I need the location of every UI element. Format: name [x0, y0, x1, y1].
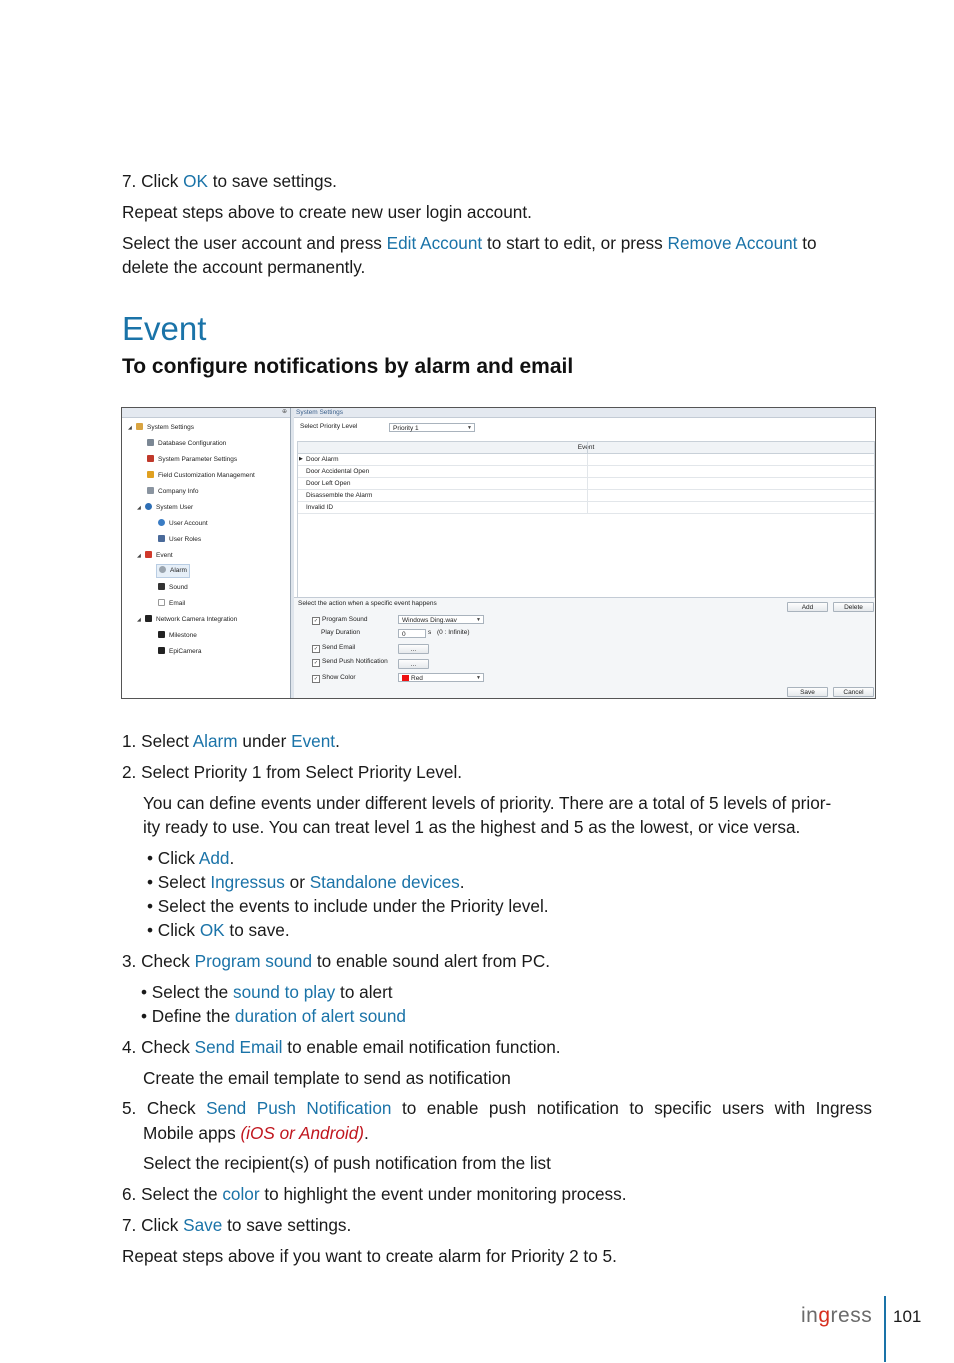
tree-item-alarm: Alarm: [156, 564, 190, 578]
tree-item-user-roles: User Roles: [158, 534, 201, 546]
event-row: Disassemble the Alarm: [298, 490, 874, 502]
intro-step-7: 7. Click OK to save settings.: [122, 171, 337, 191]
alarm-link: Alarm: [192, 731, 238, 751]
platforms-note: (iOS or Android): [240, 1123, 364, 1143]
bullet-select-device: • Select Ingressus or Standalone devices.: [147, 872, 465, 892]
tools-icon: [147, 455, 154, 462]
intro-select-line-2: delete the account permanently.: [122, 257, 366, 277]
page-number: 101: [893, 1307, 922, 1326]
step-7: 7. Click Save to save settings.: [122, 1215, 352, 1235]
panel-title: System Settings: [294, 408, 875, 418]
step-4: 4. Check Send Email to enable email notification function.: [122, 1037, 561, 1057]
building-icon: [147, 487, 154, 494]
edit-account-link: Edit Account: [386, 233, 483, 253]
actions-caption: Select the action when a specific event happens: [298, 600, 437, 607]
section-heading: Event: [122, 310, 207, 347]
settings-screenshot: [121, 407, 876, 699]
footer-divider: [884, 1296, 886, 1362]
email-template-button: ...: [398, 644, 429, 654]
calendar-icon: [145, 551, 152, 558]
event-grid-header: Event: [298, 442, 874, 454]
event-row: Door Accidental Open: [298, 466, 874, 478]
step-4-para: Create the email template to send as notification: [143, 1068, 511, 1088]
delete-button: Delete: [833, 602, 874, 612]
bullet-add: • Click Add.: [147, 848, 235, 868]
play-duration-label: Play Duration: [321, 629, 361, 636]
tree-item-user-account: User Account: [158, 518, 208, 530]
repeat-note: Repeat steps above if you want to create alarm for Priority 2 to 5.: [122, 1246, 617, 1266]
tree-item-company-info: Company Info: [147, 486, 198, 498]
camera-icon: [158, 631, 165, 638]
send-email-link: Send Email: [194, 1037, 283, 1057]
tree-item-epicamera: EpiCamera: [158, 646, 202, 658]
tree-item-system-parameter-settings: System Parameter Settings: [147, 454, 237, 466]
send-email-option: ✓ Send Email: [313, 644, 356, 652]
tree-item-network-camera: ◢ Network Camera Integration: [137, 614, 237, 626]
tree-item-system-settings: ◢ System Settings: [128, 422, 194, 434]
step-5-para: Select the recipient(s) of push notification from the list: [143, 1153, 551, 1173]
chevron-down-icon: ▼: [467, 425, 472, 431]
bullet-sound-to-play: • Select the sound to play to alert: [141, 982, 393, 1002]
cancel-button: Cancel: [833, 687, 874, 697]
program-sound-link: Program sound: [194, 951, 313, 971]
sound-to-play-link: sound to play: [233, 982, 336, 1002]
save-button: Save: [787, 687, 828, 697]
duration-hint: (0 : Infinite): [437, 629, 470, 636]
step-2-para-line-1: You can define events under different levels of priority. There are a total of 5 levels of prior-: [143, 793, 832, 813]
color-swatch: [402, 675, 409, 681]
push-recipients-button: ...: [398, 659, 429, 669]
pin-icon: ⊕: [281, 409, 287, 415]
expand-arrow-icon: ◢: [137, 505, 141, 511]
color-link: color: [222, 1184, 260, 1204]
show-color-checkbox: ✓: [313, 676, 319, 682]
duration-link: duration of alert sound: [234, 1006, 406, 1026]
camera-icon: [145, 615, 152, 622]
event-row: Door Left Open: [298, 478, 874, 490]
step-6: 6. Select the color to highlight the event under monitoring process.: [122, 1184, 627, 1204]
step-2-para-line-2: ity ready to use. You can treat level 1 as the highest and 5 as the lowest, or vice versa.: [143, 817, 801, 837]
chevron-down-icon: ▼: [476, 617, 481, 623]
envelope-icon: [158, 599, 165, 606]
tree-item-milestone: Milestone: [158, 630, 197, 642]
camera-icon: [158, 647, 165, 654]
program-sound-option: ✓ Program Sound: [313, 616, 368, 624]
intro-repeat: Repeat steps above to create new user login account.: [122, 202, 532, 222]
database-icon: [147, 439, 154, 446]
expand-arrow-icon: ◢: [137, 617, 141, 623]
tree-item-system-user: ◢ System User: [137, 502, 193, 514]
color-select: Red ▼: [398, 673, 484, 682]
show-color-option: ✓ Show Color: [313, 674, 356, 682]
duration-input: 0: [398, 629, 426, 638]
ingress-logo: ingress: [801, 1304, 873, 1327]
expand-arrow-icon: ◢: [137, 553, 141, 559]
bullet-ok: • Click OK to save.: [147, 920, 290, 940]
step-3: 3. Check Program sound to enable sound alert from PC.: [122, 951, 551, 971]
settings-tree-panel: [122, 408, 291, 698]
roles-icon: [158, 535, 165, 542]
standalone-devices-link: Standalone devices: [309, 872, 460, 892]
alarm-clock-icon: [159, 566, 166, 573]
bullet-duration: • Define the duration of alert sound: [141, 1006, 406, 1026]
event-row: ▶ Door Alarm: [298, 454, 874, 466]
sound-select: Windows Ding.wav ▼: [398, 615, 484, 624]
speaker-icon: [158, 583, 165, 590]
send-push-option: ✓ Send Push Notification: [313, 658, 388, 666]
send-push-checkbox: ✓: [313, 660, 319, 666]
ok-link: OK: [183, 171, 208, 191]
step-5: 5. Check Send Push Notification to enable push notification to specific users with Ingress: [122, 1098, 873, 1118]
program-sound-checkbox: ✓: [313, 618, 319, 624]
row-pointer-icon: ▶: [299, 456, 303, 462]
section-subheading: To configure notifications by alarm and email: [122, 355, 574, 378]
bullet-select-events: • Select the events to include under the Priority level.: [147, 896, 549, 916]
step-2: 2. Select Priority 1 from Select Priority Level.: [122, 762, 463, 782]
expand-arrow-icon: ◢: [128, 425, 132, 431]
ingressus-link: Ingressus: [210, 872, 285, 892]
tree-item-sound: Sound: [158, 582, 188, 594]
user-group-icon: [145, 503, 152, 510]
tree-item-field-customization: Field Customization Management: [147, 470, 255, 482]
event-row: Invalid ID: [298, 502, 874, 514]
tree-item-email: Email: [158, 598, 185, 610]
tree-item-event: ◢ Event: [137, 550, 173, 562]
duration-unit: s: [428, 629, 432, 636]
step-5-line-2: Mobile apps (iOS or Android).: [143, 1123, 369, 1143]
event-grid: [297, 441, 875, 598]
save-link: Save: [183, 1215, 223, 1235]
send-push-link: Send Push Notification: [206, 1098, 392, 1118]
priority-select: Priority 1 ▼: [389, 423, 475, 432]
intro-select-line-1: Select the user account and press Edit Account to start to edit, or press Remove Account to: [122, 233, 817, 253]
ok-link: OK: [199, 920, 225, 940]
folder-icon: [136, 423, 143, 430]
add-link: Add: [198, 848, 230, 868]
priority-label: Select Priority Level: [300, 423, 358, 430]
add-button: Add: [787, 602, 828, 612]
send-email-checkbox: ✓: [313, 646, 319, 652]
event-actions-panel: [294, 597, 875, 699]
user-icon: [158, 519, 165, 526]
step-1: 1. Select Alarm under Event.: [122, 731, 340, 751]
chevron-down-icon: ▼: [476, 675, 481, 681]
settings-content-panel: [294, 408, 875, 698]
tree-item-database-configuration: Database Configuration: [147, 438, 226, 450]
remove-account-link: Remove Account: [667, 233, 798, 253]
pencil-icon: [147, 471, 154, 478]
event-link: Event: [291, 731, 336, 751]
